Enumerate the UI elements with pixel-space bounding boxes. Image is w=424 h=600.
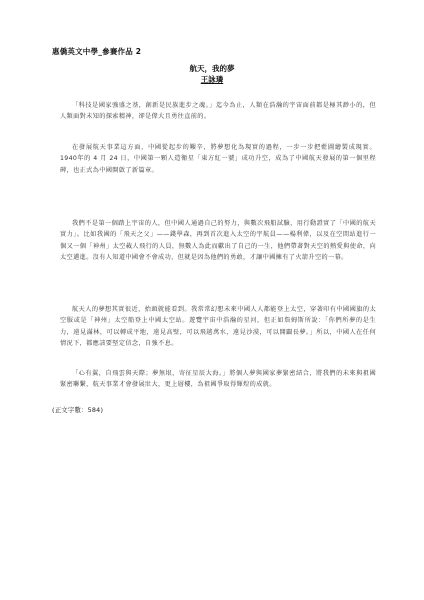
author-name: 王詠璘 <box>200 75 224 84</box>
paragraph-2: 在發展航天事業這方面，中國從起步的艱辛，將夢想化為現實的過程，一步一步把藍圖繪製成現實。1940年的 4 月 24 日，中國第一顆人造衛星「東方紅一號」成功升空，成為了中國航天發展的第一個里程碑，也正式為中國開啟了新篇章。 <box>60 144 376 174</box>
paragraph-4: 航天人的夢想其實很近，抬頭就能看到。我常常幻想未來中國人人都能登上太空，穿著印有中國國旗的太空服或是「神州」太空船登上中國太空站。遊覽宇宙中浩瀚的星河，但正如詹姆斯所說：「你們所夢的是生力，遠見滿林，可以轉成平地，遠見高壁，可以飛越萬水，遠見沙漠，可以開闢長夢。」所以，中國人在任何情況下，都應該要堅定信念，自強不息。 <box>60 306 376 347</box>
paragraph-3: 我們不是第一個踏上宇宙的人，但中國人通過自己的努力，與數次飛船試驗，用行動證實了「中國的航天實力」。比如我國的「飛天之父」——錢學森，再到首次進入太空的宇航員——楊利偉，以及在空間站進行一個又一個「神州」太空載人飛行的人員，無數人為此而獻出了自己的一生，他們帶著對天空的熱愛與使命，向太空邁進。沒有人知道中國會不會成功，但就是因為他們的勇敢，才讓中國擁有了火箭升空的一幕。 <box>60 220 376 261</box>
word-count: (正文字數：584) <box>52 406 104 414</box>
paragraph-1: 「科技是國家強盛之基，創新是民族進步之魂。」迄今為止，人類在浩瀚的宇宙面前都是極其渺小的，但人類面對未知的探索精神，卻是偉大且勇往直前的。 <box>60 102 376 121</box>
title-block <box>0 63 424 85</box>
school-header: 惠僑英文中學_參賽作品 2 <box>52 47 142 56</box>
essay-title: 航天，我的夢 <box>189 64 235 73</box>
paragraph-5: 「心有翼，自飛雲與天際；夢無垠，寄征星辰大海。」將個人夢與國家夢緊密結合，將我們的未來與祖國緊密聯繫，航天事業才會發展壯大，更上層樓，為祖國爭取得輝煌的成就。 <box>60 370 376 389</box>
